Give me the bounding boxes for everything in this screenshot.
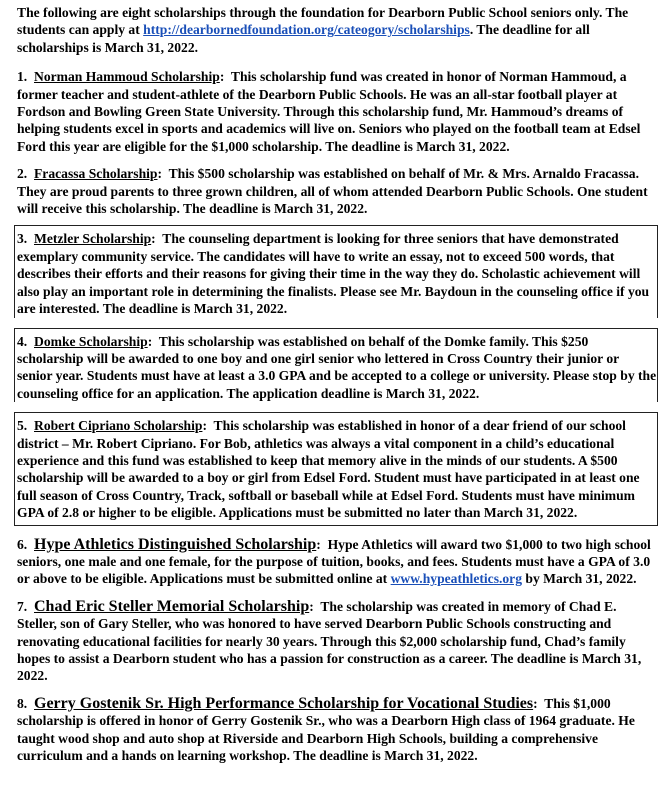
scholarship-item — [14, 225, 658, 317]
scholarship-item — [17, 695, 657, 765]
scholarship-description: Hype Athletics will award two $1,000 to two high school seniors, one male and one female, for the purpose of tuition, books, and fees. Students must have a GPA of 3.0 or above to be eligible. Applications must be submitted online at — [17, 536, 651, 587]
scholarship-title: Hype Athletics Distinguished Scholarship — [34, 535, 317, 553]
scholarship-number: 5. — [17, 418, 28, 434]
scholarship-description: This scholarship fund was created in honor of Norman Hammoud, a former teacher and student-athlete of the Dearborn Public Schools. He was an all-star football player at Fordson and Bowling Green State University. Through this scholarship fund, Mr. Hammoud’s dreams of helping students excel in sports and academics will live on. Seniors who played on the football team at Edsel Ford this year are eligible for the $1,000 scholarship. The deadline is March 31, 2022. — [17, 69, 641, 154]
scholarship-item — [17, 68, 657, 155]
intro-deadline-text: . The deadline for all scholarships is March 31, 2022. — [17, 22, 590, 55]
document-body — [17, 4, 657, 774]
title-separator: : — [309, 598, 314, 614]
scholarship-item — [17, 536, 657, 588]
scholarship-number: 6. — [17, 536, 28, 552]
scholarship-description: This $500 scholarship was established on behalf of Mr. & Mrs. Arnaldo Fracassa. They are proud parents to three grown children, all of whom attended Dearborn Public Schools. One student will receive this scholarship. The deadline is March 31, 2022. — [17, 166, 648, 217]
scholarship-number: 3. — [17, 231, 28, 247]
title-separator: : — [316, 536, 321, 552]
scholarship-number: 8. — [17, 695, 28, 711]
scholarship-description: The counseling department is looking for three seniors that have demonstrated exemplary community service. The candidates will have to write an essay, not to exceed 500 words, that describes their efforts and their reasons for giving their time in the way they do. Scholastic achievement will also play an important role in determining the finalists. Please see Mr. Baydoun in the counseling office if you are interested. The deadline is March 31, 2022. — [17, 231, 650, 317]
scholarship-item — [14, 412, 658, 525]
scholarship-title: Norman Hammoud Scholarship — [34, 69, 220, 85]
scholarship-description: This $1,000 scholarship is offered in honor of Gerry Gostenik Sr., who was a Dearborn High class of 1964 graduate. He taught wood shop and auto shop at Riverside and Dearborn High Schools, building a comprehensive curriculum and a hands on learning workshop. The deadline is March 31, 2022. — [17, 695, 635, 764]
scholarship-description-end: by March 31, 2022. — [522, 571, 637, 587]
scholarship-description: The scholarship was created in memory of Chad E. Steller, son of Gary Steller, who was honored to have served Dearborn Public Schools constructing and renovating educational facilities for nearly 30 years. Through this $2,000 scholarship fund, Chad’s family hopes to assist a Dearborn student who has a passion for construction as a career. The deadline is March 31, 2022. — [17, 598, 642, 684]
scholarship-title: Domke Scholarship — [34, 333, 148, 349]
scholarship-title: Metzler Scholarship — [34, 231, 152, 247]
scholarship-item — [14, 328, 658, 403]
scholarship-number: 2. — [17, 166, 28, 182]
scholarship-title: Chad Eric Steller Memorial Scholarship — [34, 597, 310, 615]
scholarships-link[interactable]: http://dearbornedfoundation.org/cateogory/scholarships — [143, 22, 470, 38]
scholarship-number: 7. — [17, 598, 28, 614]
scholarship-description: This scholarship was established on behalf of the Domke family. This $250 scholarship will be awarded to one boy and one girl senior who lettered in Cross Country their junior or senior year. Students must have at least a 3.0 GPA and be accepted to a college or university. Please stop by the counseling office for an application. The application deadline is March 31, 2022. — [17, 333, 657, 401]
title-separator: : — [533, 695, 538, 711]
title-separator: : — [157, 166, 163, 182]
scholarship-description: This scholarship was established in honor of a dear friend of our school district – Mr. Robert Cipriano. For Bob, athletics was always a vital component in a child’s educational experience and this fund was established to keep that memory alive in the minds of our students. A $500 scholarship will be awarded to a boy or girl from Edsel Ford. Student must have participated in at least one full season of Cross Country, Track, softball or baseball while at Edsel Ford. Students must have minimum GPA of 2.8 or higher to be eligible. Applications must be submitted no later than March 31, 2022. — [17, 418, 640, 521]
scholarship-title: Robert Cipriano Scholarship — [34, 418, 203, 434]
intro-paragraph — [17, 4, 657, 56]
scholarship-number: 1. — [17, 69, 28, 85]
scholarship-item — [17, 598, 657, 685]
scholarship-title: Fracassa Scholarship — [34, 166, 158, 182]
scholarship-number: 4. — [17, 333, 28, 349]
scholarship-item — [17, 165, 657, 217]
intro-text: The following are eight scholarships through the foundation for Dearborn Public School seniors only. The students can apply at — [17, 5, 629, 38]
title-separator: : — [151, 231, 156, 247]
scholarship-title: Gerry Gostenik Sr. High Performance Scholarship for Vocational Studies — [34, 694, 534, 712]
title-separator: : — [202, 418, 207, 434]
title-separator: : — [219, 69, 225, 85]
title-separator: : — [147, 333, 153, 349]
hype-athletics-link[interactable]: www.hypeathletics.org — [390, 571, 523, 587]
